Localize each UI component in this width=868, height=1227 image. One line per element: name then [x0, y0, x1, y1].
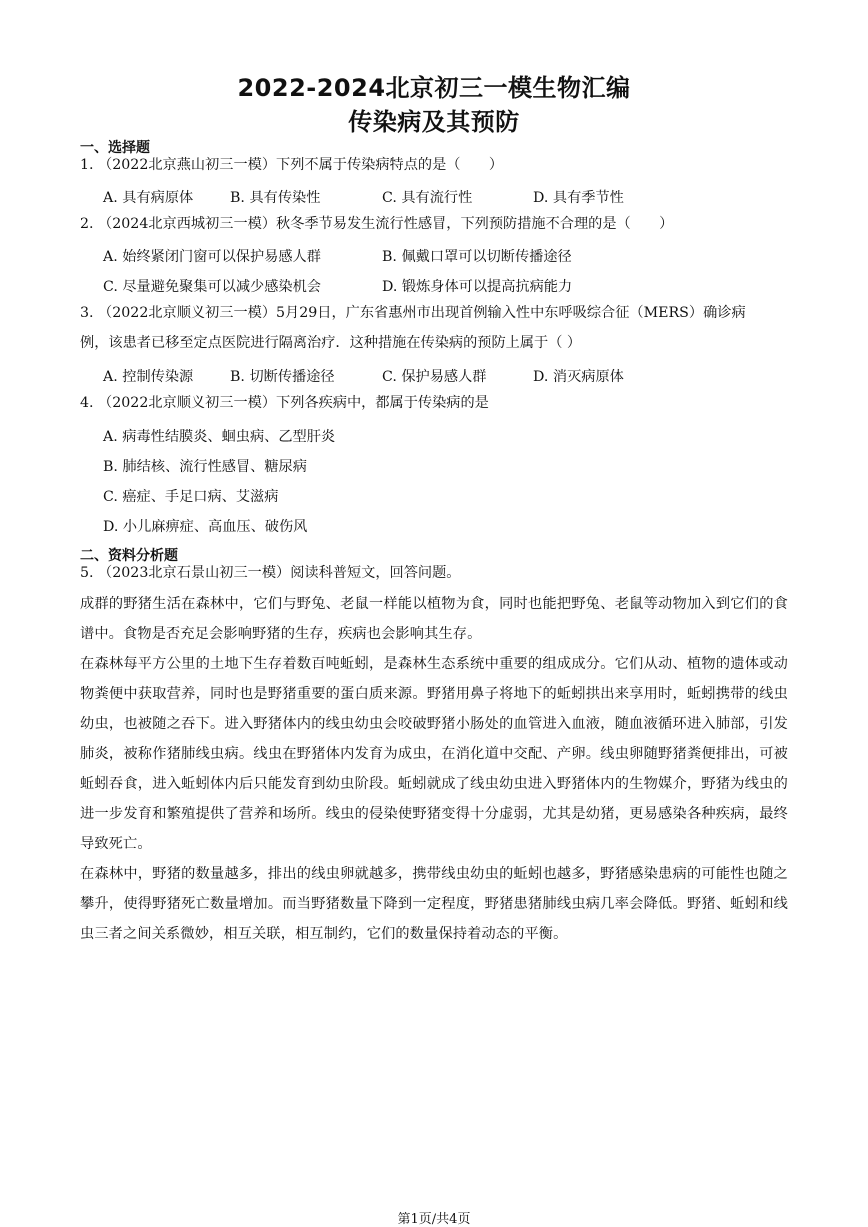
page-footer: 第1页/共4页	[397, 1212, 471, 1227]
question-1-option-b: B. 具有传染性	[230, 190, 321, 206]
question-5-stem: 5. （2023北京石景山初三一模）阅读科普短文，回答问题。	[80, 565, 461, 581]
question-1-option-c: C. 具有流行性	[382, 190, 473, 206]
question-4-option-c: C. 癌症、手足口病、艾滋病	[103, 489, 279, 505]
passage-paragraph: 成群的野猪生活在森林中，它们与野兔、老鼠一样能以植物为食，同时也能把野兔、老鼠等动物加入到它们的食谱中。食物是否充足会影响野猪的生存，疾病也会影响其生存。	[80, 596, 788, 642]
question-1-option-a: A. 具有病原体	[103, 190, 194, 206]
question-4-stem: 4. （2022北京顺义初三一模）下列各疾病中，都属于传染病的是	[80, 395, 489, 411]
question-1-option-d: D. 具有季节性	[533, 190, 624, 206]
question-3-stem-line-1: 3. （2022北京顺义初三一模）5月29日，广东省惠州市出现首例输入性中东呼吸综合征（MERS）确诊病	[80, 305, 746, 321]
question-4-option-a: A. 病毒性结膜炎、蛔虫病、乙型肝炎	[103, 429, 336, 445]
question-3-option-c: C. 保护易感人群	[382, 369, 487, 385]
question-2-option-b: B. 佩戴口罩可以切断传播途径	[382, 249, 572, 265]
question-3-option-a: A. 控制传染源	[103, 369, 194, 385]
page-title: 2022-2024北京初三一模生物汇编	[237, 74, 631, 102]
section-heading-analysis: 二、资料分析题	[80, 548, 178, 564]
question-3-stem-line-2: 例，该患者已移至定点医院进行隔离治疗．这种措施在传染病的预防上属于（ ）	[80, 335, 582, 351]
question-3-option-d: D. 消灭病原体	[533, 369, 624, 385]
passage-paragraph: 在森林中，野猪的数量越多，排出的线虫卵就越多，携带线虫幼虫的蚯蚓也越多，野猪感染患病的可能性也随之攀升，使得野猪死亡数量增加。而当野猪数量下降到一定程度，野猪患猪肺线虫病几率会降低。野猪、蚯蚓和线虫三者之间关系微妙，相互关联，相互制约，它们的数量保持着动态的平衡。	[80, 866, 788, 942]
question-4-option-b: B. 肺结核、流行性感冒、糖尿病	[103, 459, 307, 475]
reading-passage	[80, 589, 788, 949]
question-4-option-d: D. 小儿麻痹症、高血压、破伤风	[103, 519, 308, 535]
question-3-option-b: B. 切断传播途径	[230, 369, 335, 385]
question-2-option-d: D. 锻炼身体可以提高抗病能力	[382, 279, 573, 295]
question-2-option-a: A. 始终紧闭门窗可以保护易感人群	[103, 249, 321, 265]
page-subtitle: 传染病及其预防	[348, 108, 520, 136]
section-heading-choice: 一、选择题	[80, 140, 150, 156]
question-2-stem: 2. （2024北京西城初三一模）秋冬季节易发生流行性感冒，下列预防措施不合理的是（ ）	[80, 216, 674, 232]
passage-paragraph: 在森林每平方公里的土地下生存着数百吨蚯蚓，是森林生态系统中重要的组成成分。它们从动、植物的遗体或动物粪便中获取营养，同时也是野猪重要的蛋白质来源。野猪用鼻子将地下的蚯蚓拱出来享用时，蚯蚓携带的线虫幼虫，也被随之吞下。进入野猪体内的线虫幼虫会咬破野猪小肠处的血管进入血液，随血液循环进入肺部，引发肺炎，被称作猪肺线虫病。线虫在野猪体内发育为成虫，在消化道中交配、产卵。线虫卵随野猪粪便排出，可被蚯蚓吞食，进入蚯蚓体内后只能发育到幼虫阶段。蚯蚓就成了线虫幼虫进入野猪体内的生物媒介，野猪为线虫的进一步发育和繁殖提供了营养和场所。线虫的侵染使野猪变得十分虚弱，尤其是幼猪，更易感染各种疾病，最终导致死亡。	[80, 656, 788, 852]
question-1-stem: 1. （2022北京燕山初三一模）下列不属于传染病特点的是（ ）	[80, 157, 504, 173]
question-2-option-c: C. 尽量避免聚集可以减少感染机会	[103, 279, 321, 295]
